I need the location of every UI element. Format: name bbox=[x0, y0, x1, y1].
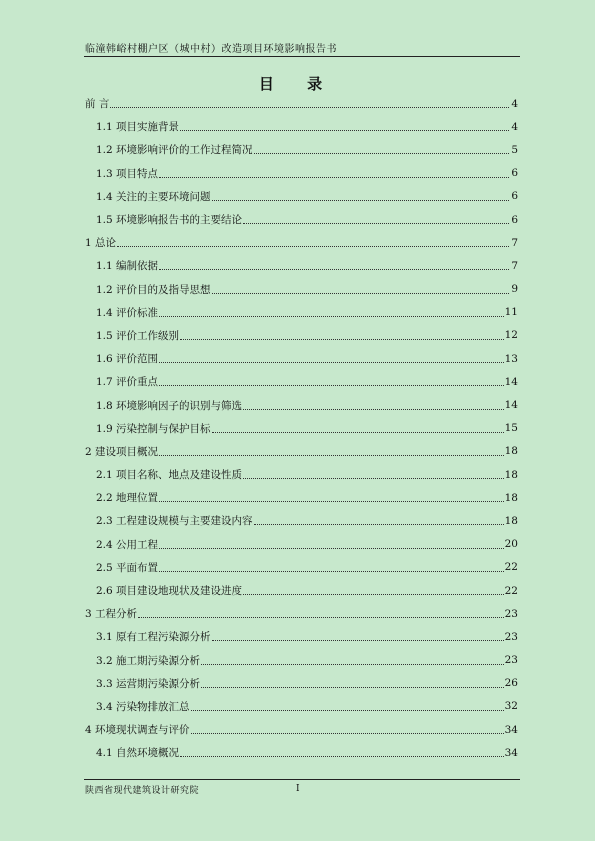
footer-page-number: I bbox=[296, 784, 300, 794]
running-header: 临潼韩峪村棚户区（城中村）改造项目环境影响报告书 bbox=[85, 44, 337, 55]
toc-leader-dots bbox=[159, 571, 504, 572]
toc-leader-dots bbox=[159, 548, 504, 549]
toc-leader-dots bbox=[117, 246, 509, 247]
toc-entry[interactable] bbox=[85, 393, 518, 416]
toc-leader-dots bbox=[180, 756, 504, 757]
toc-entry-label: 2.1 项目名称、地点及建设性质 bbox=[96, 469, 243, 482]
toc-leader-dots bbox=[138, 617, 504, 618]
toc-entry[interactable] bbox=[85, 509, 518, 532]
toc-entry-page: 7 bbox=[511, 236, 518, 249]
toc-leader-dots bbox=[243, 478, 504, 479]
toc-entry[interactable] bbox=[85, 278, 518, 301]
toc-leader-dots bbox=[159, 316, 504, 317]
toc-entry[interactable] bbox=[85, 92, 518, 115]
toc-entry-page: 26 bbox=[504, 677, 518, 690]
toc-entry[interactable] bbox=[85, 718, 518, 741]
toc-leader-dots bbox=[243, 409, 504, 410]
toc-entry[interactable] bbox=[85, 115, 518, 138]
toc-entry-page: 18 bbox=[504, 491, 518, 504]
toc-entry-page: 23 bbox=[504, 654, 518, 667]
toc-entry[interactable] bbox=[85, 672, 518, 695]
toc-entry-page: 22 bbox=[504, 561, 518, 574]
toc-entry-label: 1 总论 bbox=[85, 237, 117, 250]
toc-entry-label: 1.3 项目特点 bbox=[96, 167, 159, 180]
toc-leader-dots bbox=[191, 733, 504, 734]
toc-entry-label: 1.1 编制依据 bbox=[96, 260, 159, 273]
toc-entry[interactable] bbox=[85, 231, 518, 254]
toc-entry-label: 1.5 环境影响报告书的主要结论 bbox=[96, 214, 243, 227]
toc-entry-page: 7 bbox=[511, 259, 518, 272]
footer-rule bbox=[84, 779, 520, 780]
toc-leader-dots bbox=[159, 269, 509, 270]
toc-entry[interactable] bbox=[85, 185, 518, 208]
toc-leader-dots bbox=[201, 687, 504, 688]
toc-leader-dots bbox=[254, 153, 509, 154]
toc-entry-page: 20 bbox=[504, 538, 518, 551]
toc-entry[interactable] bbox=[85, 463, 518, 486]
toc-entry-page: 34 bbox=[504, 723, 518, 736]
header-rule bbox=[84, 56, 520, 57]
toc-entry-page: 6 bbox=[511, 213, 518, 226]
toc-entry-page: 9 bbox=[511, 283, 518, 296]
toc-leader-dots bbox=[159, 177, 509, 178]
toc-entry[interactable] bbox=[85, 370, 518, 393]
toc-entry-label: 3.2 施工期污染源分析 bbox=[96, 654, 201, 667]
toc-title: 目 录 bbox=[258, 75, 337, 93]
toc-entry[interactable] bbox=[85, 649, 518, 672]
toc-entry[interactable] bbox=[85, 533, 518, 556]
toc-entry[interactable] bbox=[85, 162, 518, 185]
toc-entry-page: 4 bbox=[511, 120, 518, 133]
toc-entry[interactable] bbox=[85, 625, 518, 648]
toc-leader-dots bbox=[159, 362, 504, 363]
toc-entry-label: 3.4 污染物排放汇总 bbox=[96, 700, 190, 713]
toc-entry[interactable] bbox=[85, 324, 518, 347]
toc-entry-page: 13 bbox=[504, 352, 518, 365]
toc-entry-page: 11 bbox=[504, 306, 518, 319]
toc-entry-label: 2 建设项目概况 bbox=[85, 445, 159, 458]
toc-entry-page: 4 bbox=[511, 97, 518, 110]
toc-entry-page: 23 bbox=[504, 630, 518, 643]
toc-entry-label: 1.4 评价标准 bbox=[96, 306, 159, 319]
toc-leader-dots bbox=[159, 385, 504, 386]
toc-leader-dots bbox=[201, 664, 504, 665]
toc-leader-dots bbox=[243, 223, 509, 224]
toc-entry[interactable] bbox=[85, 138, 518, 161]
toc-entry[interactable] bbox=[85, 579, 518, 602]
toc-leader-dots bbox=[212, 640, 504, 641]
toc-leader-dots bbox=[243, 594, 504, 595]
toc-entry[interactable] bbox=[85, 254, 518, 277]
toc-leader-dots bbox=[110, 107, 509, 108]
toc-entry-page: 18 bbox=[504, 514, 518, 527]
toc-entry-page: 15 bbox=[504, 422, 518, 435]
toc-leader-dots bbox=[180, 130, 509, 131]
toc-entry-label: 2.5 平面布置 bbox=[96, 561, 159, 574]
toc-entry[interactable] bbox=[85, 741, 518, 764]
toc-entry[interactable] bbox=[85, 347, 518, 370]
toc-entry[interactable] bbox=[85, 695, 518, 718]
toc-entry-label: 2.4 公用工程 bbox=[96, 538, 159, 551]
toc-leader-dots bbox=[180, 339, 504, 340]
toc-entry-page: 6 bbox=[511, 190, 518, 203]
toc-entry-label: 2.3 工程建设规模与主要建设内容 bbox=[96, 515, 253, 528]
toc-entry-page: 18 bbox=[504, 445, 518, 458]
toc-entry-page: 6 bbox=[511, 167, 518, 180]
toc-entry-page: 18 bbox=[504, 468, 518, 481]
toc-leader-dots bbox=[212, 432, 504, 433]
toc-entry[interactable] bbox=[85, 301, 518, 324]
toc-entry-label: 1.4 关注的主要环境问题 bbox=[96, 190, 211, 203]
toc-leader-dots bbox=[191, 710, 504, 711]
toc-entry-label: 1.1 项目实施背景 bbox=[96, 121, 180, 134]
toc-entry-label: 2.6 项目建设地现状及建设进度 bbox=[96, 585, 243, 598]
toc-leader-dots bbox=[159, 501, 504, 502]
toc-entry-page: 14 bbox=[504, 375, 518, 388]
toc-entry-page: 5 bbox=[511, 143, 518, 156]
toc-entry-label: 1.7 评价重点 bbox=[96, 376, 159, 389]
toc-entry-label: 3.1 原有工程污染源分析 bbox=[96, 631, 211, 644]
toc-entry-page: 23 bbox=[504, 607, 518, 620]
footer-organization: 陕西省现代建筑设计研究院 bbox=[85, 786, 200, 796]
toc-entry-label: 1.8 环境影响因子的识别与筛选 bbox=[96, 399, 243, 412]
toc-entry-label: 1.6 评价范围 bbox=[96, 353, 159, 366]
toc-entry-page: 32 bbox=[504, 700, 518, 713]
toc-entry[interactable] bbox=[85, 486, 518, 509]
toc-entry[interactable] bbox=[85, 440, 518, 463]
toc-entry[interactable] bbox=[85, 556, 518, 579]
toc-entry-page: 12 bbox=[504, 329, 518, 342]
toc-entry-label: 2.2 地理位置 bbox=[96, 492, 159, 505]
toc-leader-dots bbox=[212, 293, 509, 294]
toc-entry-page: 22 bbox=[504, 584, 518, 597]
toc-entry-label: 1.2 环境影响评价的工作过程简况 bbox=[96, 144, 253, 157]
table-of-contents bbox=[85, 92, 518, 764]
toc-entry-label: 前 言 bbox=[85, 98, 110, 111]
toc-entry[interactable] bbox=[85, 602, 518, 625]
toc-leader-dots bbox=[254, 524, 504, 525]
toc-entry-label: 3.3 运营期污染源分析 bbox=[96, 677, 201, 690]
toc-entry-label: 1.5 评价工作级别 bbox=[96, 329, 180, 342]
toc-entry-page: 14 bbox=[504, 399, 518, 412]
toc-entry-label: 4 环境现状调查与评价 bbox=[85, 724, 190, 737]
toc-entry-page: 34 bbox=[504, 746, 518, 759]
toc-entry-label: 1.9 污染控制与保护目标 bbox=[96, 422, 211, 435]
toc-leader-dots bbox=[212, 200, 509, 201]
toc-entry-label: 4.1 自然环境概况 bbox=[96, 747, 180, 760]
toc-leader-dots bbox=[159, 455, 504, 456]
toc-entry-label: 3 工程分析 bbox=[85, 608, 138, 621]
toc-entry[interactable] bbox=[85, 208, 518, 231]
toc-entry[interactable] bbox=[85, 417, 518, 440]
toc-entry-label: 1.2 评价目的及指导思想 bbox=[96, 283, 211, 296]
